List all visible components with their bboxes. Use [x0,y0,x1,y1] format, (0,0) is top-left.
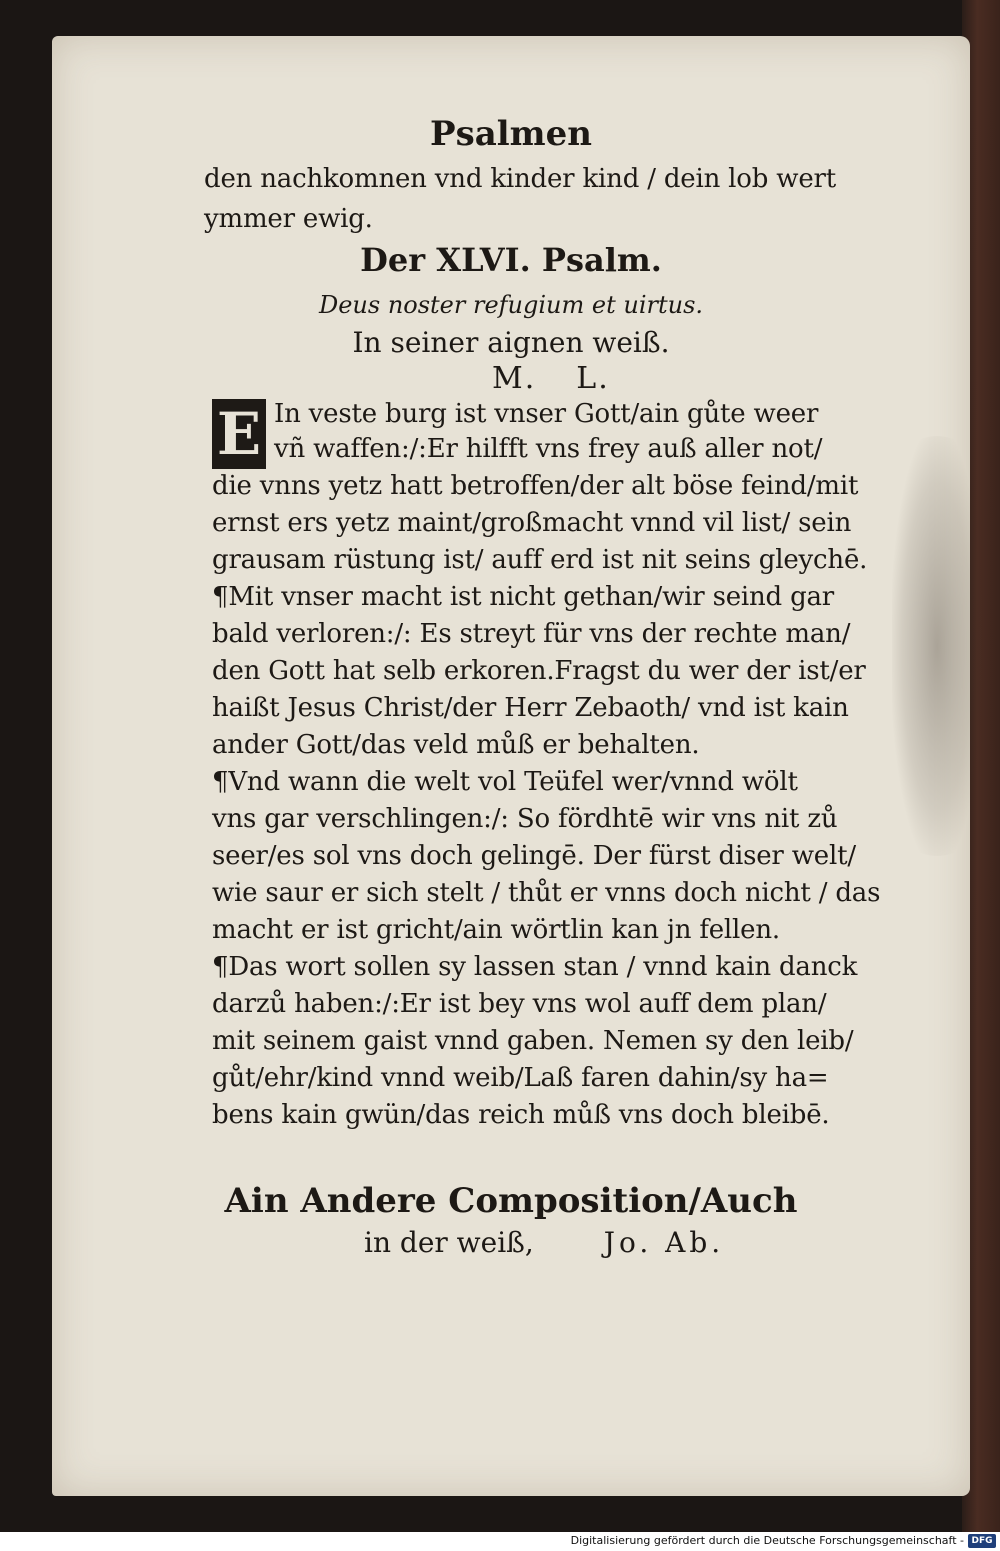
intro-line: ymmer ewig. [204,204,373,234]
melody-note: In seiner aignen weiß. [352,326,670,359]
closing-marks: Jo. Ab. [603,1226,725,1259]
hymn-line: grausam rüstung ist/ auff erd ist nit seins gleychē. [212,545,868,575]
hymn-line: ¶Das wort sollen sy lassen stan / vnnd kain danck [212,952,858,982]
hymn-line: seer/es sol vns doch gelingē. Der fürst diser welt/ [212,841,856,871]
voice-marks [492,361,650,396]
voice-mark: M. [492,361,537,396]
hymn-line: macht er ist gricht/ain wörtlin kan jn fellen. [212,915,780,945]
hymn-line: ¶Mit vnser macht ist nicht gethan/wir seind gar [212,582,835,612]
hymn-line: den Gott hat selb erkoren.Fragst du wer der ist/er [212,656,866,686]
credit-bar [0,1532,1000,1551]
hymn-line: mit seinem gaist vnnd gaben. Nemen sy den leib/ [212,1026,854,1056]
hymn-line: In veste burg ist vnser Gott/ain gůte weer [274,399,819,429]
hymn-line: vñ waffen:/:Er hilfft vns frey auß aller not/ [274,434,823,464]
hymn-line: bens kain gwün/das reich můß vns doch bleibē. [212,1100,830,1130]
hymn-line: ¶Vnd wann die welt vol Teüfel wer/vnnd wölt [212,767,798,797]
closing-sub-text: in der weiß, [364,1226,534,1259]
credit-text: Digitalisierung gefördert durch die Deutsche Forschungsgemeinschaft - [570,1534,964,1547]
voice-mark: L. [576,361,610,396]
closing-subtitle [364,1226,724,1259]
intro-line: den nachkomnen vnd kinder kind / dein lob wert [204,164,836,194]
page-stain [892,436,982,856]
hymn-line: ernst ers yetz maint/großmacht vnnd vil list/ sein [212,508,852,538]
hymn-line: gůt/ehr/kind vnnd weib/Laß faren dahin/sy ha= [212,1063,829,1093]
book-page [52,36,970,1496]
psalm-title: Der XLVI. Psalm. [360,241,662,279]
hymn-line: darzů haben:/:Er ist bey vns wol auff dem plan/ [212,989,827,1019]
latin-incipit: Deus noster refugium et uirtus. [318,291,704,319]
running-head: Psalmen [430,114,592,154]
drop-cap-initial: E [212,399,266,469]
hymn-line: haißt Jesus Christ/der Herr Zebaoth/ vnd ist kain [212,693,849,723]
closing-title: Ain Andere Composition/Auch [224,1181,798,1221]
dfg-logo: DFG [968,1534,996,1548]
hymn-line: bald verloren:/: Es streyt für vns der rechte man/ [212,619,851,649]
hymn-line: die vnns yetz hatt betroffen/der alt böse feind/mit [212,471,859,501]
hymn-line: vns gar verschlingen:/: So fördhtē wir vns nit zů [212,804,838,834]
hymn-line: wie saur er sich stelt / thůt er vnns doch nicht / das [212,878,881,908]
hymn-line: ander Gott/das veld můß er behalten. [212,730,700,760]
